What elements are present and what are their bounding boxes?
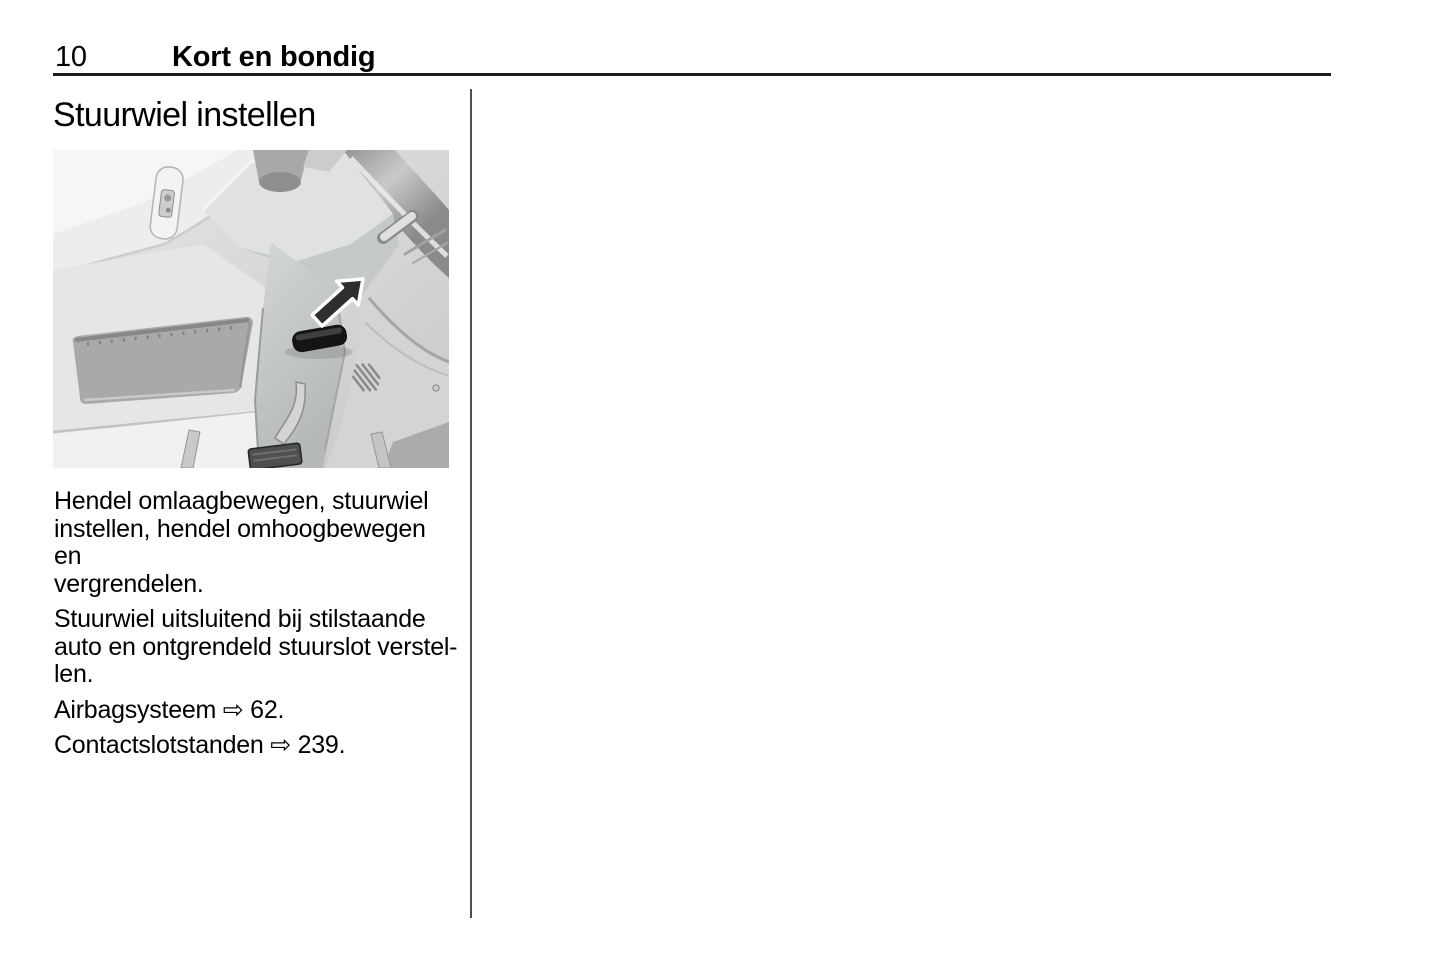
text-line: auto en ontgrendeld stuurslot verstel-	[54, 632, 458, 661]
text-line: Hendel omlaagbewegen, stuurwiel	[54, 487, 429, 515]
chapter-title: Kort en bondig	[172, 41, 376, 73]
paragraph-safety-note	[54, 606, 458, 689]
cross-reference-ignition: Contactslotstanden ⇨ 239.	[54, 731, 346, 759]
text-line: vergrendelen.	[54, 569, 204, 598]
cross-reference-airbag: Airbagsysteem ⇨ 62.	[54, 695, 285, 724]
column-divider	[470, 89, 472, 918]
text-line: len.	[54, 660, 94, 688]
text-line: Stuurwiel uitsluitend bij stilstaande	[54, 605, 426, 633]
page-number: 10	[55, 41, 87, 73]
text-line: instellen, hendel omhoogbewegen en	[54, 514, 426, 570]
steering-column-illustration-svg	[53, 150, 449, 468]
steering-column-illustration	[53, 150, 449, 468]
section-heading: Stuurwiel instellen	[53, 96, 316, 134]
body-text	[54, 488, 458, 768]
header-rule	[53, 73, 1331, 76]
paragraph-adjust-instructions	[54, 488, 458, 598]
